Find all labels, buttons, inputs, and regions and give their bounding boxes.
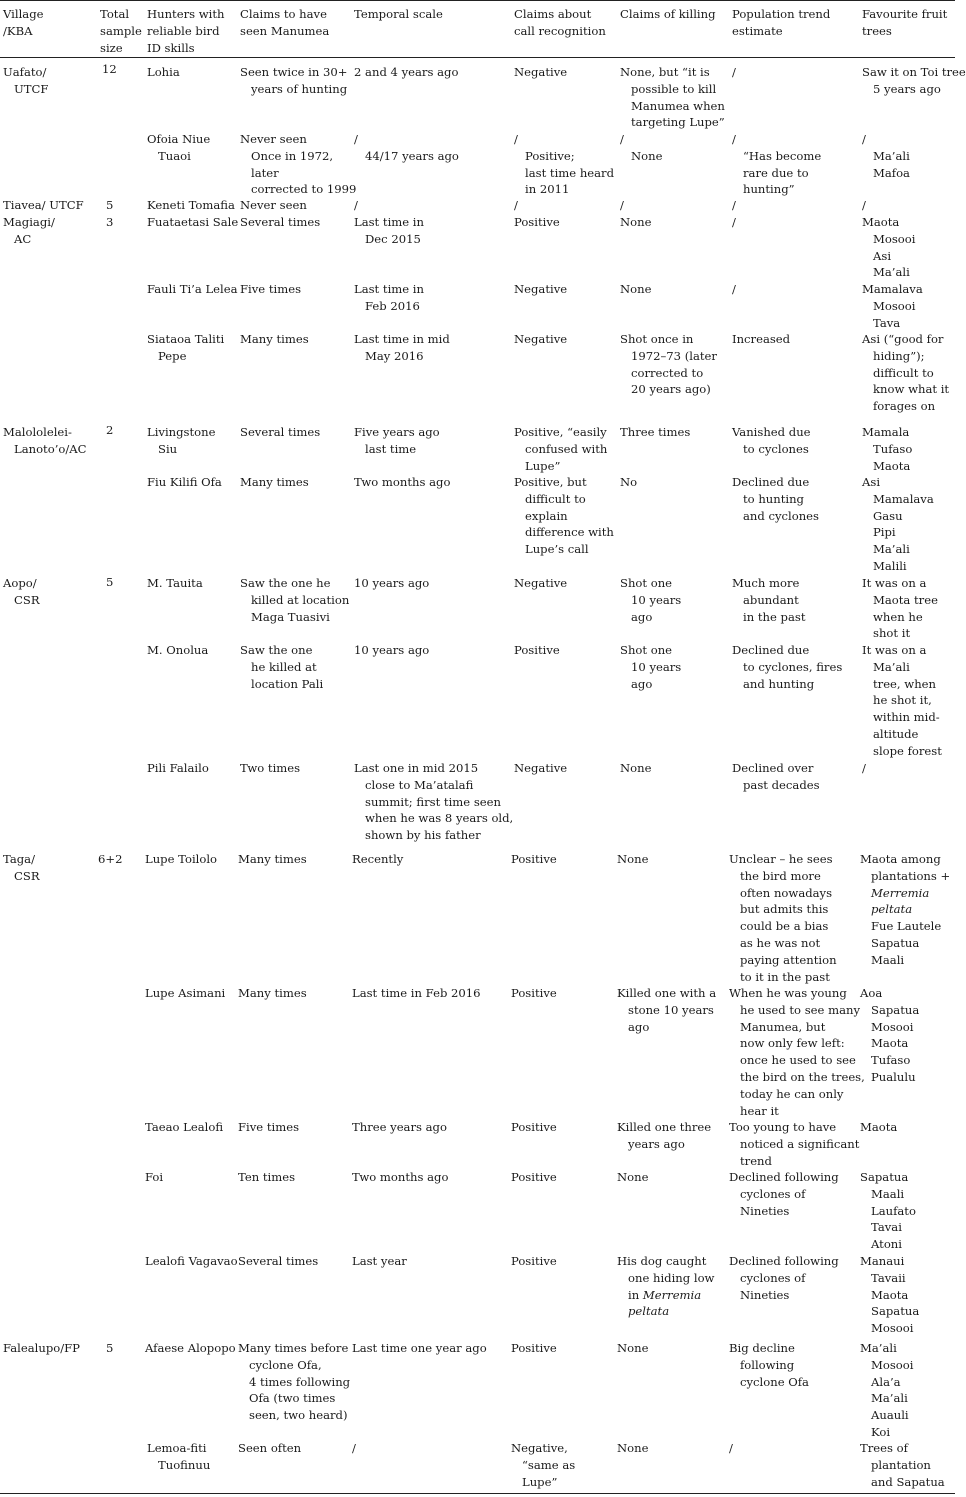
killing-cell: None <box>617 1341 649 1355</box>
sample-size-cell: 12 <box>102 62 117 76</box>
hunter-cell: Fuataetasi Sale <box>147 215 239 229</box>
fruit-cell: Trees of plantation and Sapatua <box>860 1441 945 1489</box>
killing-cell: / <box>620 198 624 212</box>
village-cell: Malololelei- Lanoto’o/AC <box>3 425 87 456</box>
fruit-cell: Mamalava Mosooi Tava <box>862 282 923 330</box>
temporal-cell: 10 years ago <box>354 576 430 590</box>
killing-cell: None <box>620 215 652 229</box>
call-cell: Positive <box>511 852 557 866</box>
temporal-cell: Five years ago last time <box>354 425 440 456</box>
call-cell: Positive <box>514 643 560 657</box>
fruit-cell: Manaui Tavaii Maota Sapatua Mosooi <box>860 1254 920 1336</box>
trend-cell: Much more abundant in the past <box>732 576 806 624</box>
fruit-text: Fue Lautele Sapatua Maali <box>871 919 942 967</box>
trend-cell: / “Has become rare due to hunting” <box>732 132 822 197</box>
killing-cell: None <box>617 1170 649 1184</box>
call-cell: / Positive; last time heard in 2011 <box>514 132 615 197</box>
trend-cell: Increased <box>732 332 791 346</box>
temporal-cell: Two months ago <box>352 1170 449 1184</box>
hunter-cell: Fauli Ti’a Lelea <box>147 282 238 296</box>
village-cell: Magiagi/ AC <box>3 215 55 246</box>
sample-size-cell: 5 <box>106 198 114 212</box>
temporal-cell: / 44/17 years ago <box>354 132 459 163</box>
call-cell: Positive <box>514 215 560 229</box>
trend-cell: Declined following cyclones of Nineties <box>729 1170 839 1218</box>
hunter-cell: Lupe Toilolo <box>145 852 218 866</box>
call-cell: / <box>514 198 518 212</box>
hunter-cell: Lohia <box>147 65 180 79</box>
call-cell: Positive <box>511 1341 557 1355</box>
fruit-cell: It was on a Maota tree when he shot it <box>862 576 938 641</box>
village-cell: Falealupo/FP <box>3 1341 80 1355</box>
village-cell: Aopo/ CSR <box>3 576 40 607</box>
temporal-cell: Last time in Feb 2016 <box>352 986 481 1000</box>
trend-cell: Declined following cyclones of Nineties <box>729 1254 839 1302</box>
call-cell: Positive <box>511 986 557 1000</box>
call-cell: Negative <box>514 761 568 775</box>
sample-size-cell: 3 <box>106 215 114 229</box>
seen-cell: Many times <box>240 332 309 346</box>
trend-cell: Declined due to hunting and cyclones <box>732 475 819 523</box>
killing-cell: None <box>620 761 652 775</box>
trend-cell: Unclear – he sees the bird more often nowadays but admits this could be a bias as he was not paying attention to it in the past <box>729 852 837 984</box>
hunter-cell: Afaese Alopopo <box>145 1341 236 1355</box>
trend-cell: / <box>732 282 736 296</box>
killing-cell: Killed one with a stone 10 years ago <box>617 986 717 1034</box>
temporal-cell: Last time in Feb 2016 <box>354 282 424 313</box>
seen-cell: Several times <box>240 215 321 229</box>
hunter-cell: Lupe Asimani <box>145 986 226 1000</box>
killing-cell: None, but “it is possible to kill Manumea when targeting Lupe” <box>620 65 725 130</box>
call-cell: Positive <box>511 1170 557 1184</box>
fruit-cell: Asi Mamalava Gasu Pipi Ma’ali Malili <box>862 475 934 573</box>
hunter-cell: Fiu Kilifi Ofa <box>147 475 222 489</box>
trend-cell: Big decline following cyclone Ofa <box>729 1341 809 1389</box>
fruit-cell: / Ma’ali Mafoa <box>862 132 910 180</box>
hunter-cell: Keneti Tomafia <box>147 198 235 212</box>
hunter-cell: Ofoia Niue Tuaoi <box>147 132 211 163</box>
killing-cell: None <box>617 852 649 866</box>
fruit-cell: / <box>862 198 866 212</box>
village-cell: Uafato/ UTCF <box>3 65 49 96</box>
hunter-cell: Lealofi Vagavao <box>145 1254 238 1268</box>
call-cell: Positive, “easily confused with Lupe” <box>514 425 608 473</box>
killing-cell: Three times <box>620 425 691 439</box>
trend-cell: / <box>732 65 736 79</box>
temporal-cell: Last time one year ago <box>352 1341 487 1355</box>
species-name-italic: Merremia peltata <box>628 1287 702 1319</box>
killing-cell: Shot one 10 years ago <box>620 643 682 691</box>
hunter-cell: Siataoa Taliti Pepe <box>147 332 225 363</box>
call-cell: Positive <box>511 1120 557 1134</box>
call-cell: Negative, “same as Lupe” <box>511 1441 576 1489</box>
trend-cell: / <box>732 215 736 229</box>
temporal-cell: Last one in mid 2015 close to Ma’atalafi summit; first time seen when he was 8 years old, shown by his father <box>354 761 514 843</box>
fruit-cell: It was on a Ma’ali tree, when he shot it, within mid- altitude slope forest <box>862 643 942 758</box>
village-cell: Taga/ CSR <box>3 852 40 883</box>
temporal-cell: 2 and 4 years ago <box>354 65 459 79</box>
call-cell: Negative <box>514 282 568 296</box>
killing-cell: Shot one 10 years ago <box>620 576 682 624</box>
header-killing: Claims of killing <box>620 7 716 21</box>
killing-cell: Shot once in 1972–73 (later corrected to 20 years ago) <box>620 332 717 397</box>
call-cell: Positive <box>511 1254 557 1268</box>
seen-cell: Ten times <box>238 1170 296 1184</box>
temporal-cell: 10 years ago <box>354 643 430 657</box>
killing-cell: None <box>617 1441 649 1455</box>
hunter-cell: M. Onolua <box>147 643 209 657</box>
seen-cell: Seen often <box>238 1441 302 1455</box>
seen-cell: Five times <box>238 1120 300 1134</box>
trend-cell: Declined due to cyclones, fires and hunting <box>732 643 843 691</box>
seen-cell: Several times <box>240 425 321 439</box>
trend-cell: Too young to have noticed a significant trend <box>729 1120 860 1168</box>
seen-cell: Many times <box>240 475 309 489</box>
seen-cell: Saw the one he killed at location Pali <box>240 643 324 691</box>
sample-size-cell: 5 <box>106 575 114 589</box>
header-seen: Claims to have seen Manumea <box>240 7 330 38</box>
fruit-cell: Maota Mosooi Asi Ma’ali <box>862 215 916 280</box>
call-cell: Negative <box>514 576 568 590</box>
header-trend: Population trend estimate <box>732 7 831 38</box>
fruit-cell: Ma’ali Mosooi Ala’a Ma’ali Auauli Koi <box>860 1341 914 1439</box>
fruit-cell: Saw it on Toi tree 5 years ago <box>862 65 966 96</box>
temporal-cell: / <box>354 198 358 212</box>
hunter-cell: M. Tauita <box>147 576 203 590</box>
temporal-cell: Recently <box>352 852 404 866</box>
temporal-cell: Last time in mid May 2016 <box>354 332 450 363</box>
trend-cell: / <box>729 1441 733 1455</box>
sample-size-cell: 5 <box>106 1341 114 1355</box>
village-cell: Tiavea/ UTCF <box>3 198 84 212</box>
trend-cell: When he was young he used to see many Manumea, but now only few left: once he used to see the bird on the trees, today he can only hear it <box>729 986 865 1118</box>
trend-cell: Declined over past decades <box>732 761 820 792</box>
seen-cell: Several times <box>238 1254 319 1268</box>
killing-cell: No <box>620 475 638 489</box>
killing-cell: None <box>620 282 652 296</box>
temporal-cell: Last year <box>352 1254 407 1268</box>
temporal-cell: Three years ago <box>352 1120 447 1134</box>
fruit-cell: Aoa Sapatua Mosooi Maota Tufaso Pualulu <box>860 986 920 1084</box>
fruit-cell: Sapatua Maali Laufato Tavai Atoni <box>860 1170 916 1252</box>
header-sample-size: Total sample size <box>100 7 142 55</box>
temporal-cell: Last time in Dec 2015 <box>354 215 424 246</box>
species-name-italic: Merremia peltata <box>871 885 930 917</box>
trend-cell: Vanished due to cyclones <box>732 425 811 456</box>
temporal-cell: / <box>352 1441 356 1455</box>
trend-cell: / <box>732 198 736 212</box>
seen-cell: Many times <box>238 852 307 866</box>
killing-cell: Killed one three years ago <box>617 1120 712 1151</box>
seen-cell: Many times <box>238 986 307 1000</box>
seen-cell: Never seen Once in 1972, later corrected to 1999 <box>240 132 357 197</box>
seen-cell: Many times before cyclone Ofa, 4 times following Ofa (two times seen, two heard) <box>238 1341 351 1423</box>
header-temporal: Temporal scale <box>354 7 443 21</box>
header-village: Village /KBA <box>3 7 44 38</box>
seen-cell: Seen twice in 30+ years of hunting <box>240 65 348 96</box>
sample-size-cell: 2 <box>106 423 114 437</box>
seen-cell: Never seen <box>240 198 307 212</box>
hunter-cell: Foi <box>145 1170 164 1184</box>
fruit-cell: Maota <box>860 1120 898 1134</box>
hunter-cell: Taeao Lealofi <box>145 1120 224 1134</box>
temporal-cell: Two months ago <box>354 475 451 489</box>
fruit-cell: / <box>862 761 866 775</box>
seen-cell: Saw the one he killed at location Maga Tuasivi <box>240 576 350 624</box>
table-bottom-rule <box>0 1493 955 1494</box>
sample-size-cell: 6+2 <box>98 852 123 866</box>
hunter-cell: Pili Falailo <box>147 761 209 775</box>
killing-text: His dog caught one hiding low in <box>617 1254 715 1302</box>
call-cell: Positive, but difficult to explain difference with Lupe’s call <box>514 475 614 557</box>
fruit-text: Maota among plantations + <box>860 852 951 883</box>
seen-cell: Two times <box>240 761 301 775</box>
header-hunters: Hunters with reliable bird ID skills <box>147 7 225 55</box>
call-cell: Negative <box>514 65 568 79</box>
hunter-cell: Livingstone Siu <box>147 425 216 456</box>
header-call: Claims about call recognition <box>514 7 606 38</box>
killing-cell: / None <box>620 132 663 163</box>
fruit-cell: Mamala Tufaso Maota <box>862 425 913 473</box>
fruit-cell: Asi (“good for hiding”); difficult to know what it forages on <box>862 332 950 414</box>
header-fruit: Favourite fruit trees <box>862 7 948 38</box>
call-cell: Negative <box>514 332 568 346</box>
fruit-cell <box>860 851 966 969</box>
killing-cell <box>617 1253 739 1320</box>
hunter-cell: Lemoa-fiti Tuofinuu <box>147 1441 211 1472</box>
seen-cell: Five times <box>240 282 302 296</box>
